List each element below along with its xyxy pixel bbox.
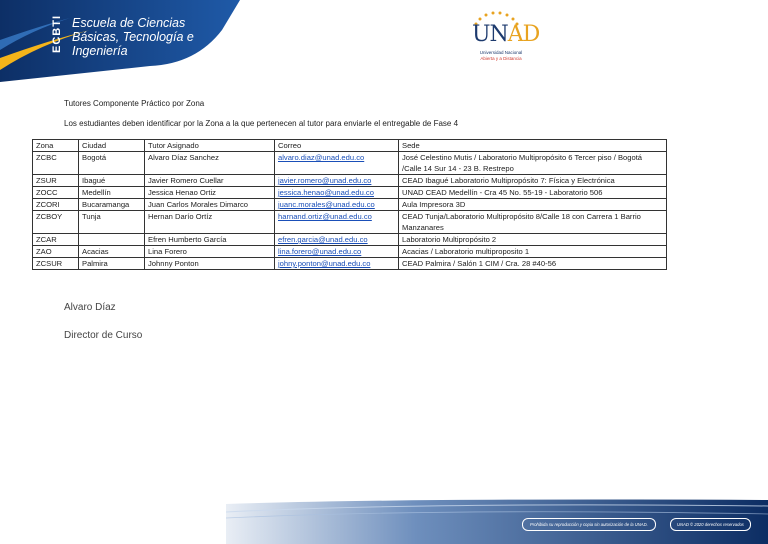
cell-sede: Acacias / Laboratorio multiproposito 1 [399,246,667,258]
table-row [33,175,667,187]
cell-zona: ZCBOY [33,211,79,234]
cell-zona: ZSUR [33,175,79,187]
cell-tutor: Jessica Henao Ortiz [145,187,275,199]
logo-line-2: Abierta y a Distancia [480,56,522,61]
cell-zona: ZCBC [33,152,79,175]
cell-tutor: Javier Romero Cuellar [145,175,275,187]
document-heading: Tutores Componente Práctico por Zona [64,99,205,108]
cell-sede: Aula Impresora 3D [399,199,667,211]
cell-ciudad: Bucaramanga [79,199,145,211]
cell-zona: ZCAR [33,234,79,246]
table-row [33,211,667,234]
footer-copyright: UNAD © 2020 derechos reservados [670,518,751,531]
cell-tutor: Alvaro Díaz Sanchez [145,152,275,175]
cell-ciudad: Tunja [79,211,145,234]
cell-zona: ZAO [33,246,79,258]
cell-ciudad: Bogotá [79,152,145,175]
cell-sede: UNAD CEAD Medellín - Cra 45 No. 55-19 - Laboratorio 506 [399,187,667,199]
column-header-sede: Sede [399,140,667,152]
school-name [72,16,194,58]
column-header-tutor: Tutor Asignado [145,140,275,152]
table-row [33,258,667,270]
school-name-line: Ingeniería [72,44,128,58]
cell-tutor: Johnny Ponton [145,258,275,270]
table-header-row [33,140,667,152]
cell-zona: ZOCC [33,187,79,199]
table-row [33,187,667,199]
table-row [33,246,667,258]
email-link[interactable]: alvaro.diaz@unad.edu.co [275,152,399,175]
header-banner [0,0,240,82]
email-link[interactable]: jessica.henao@unad.edu.co [275,187,399,199]
footer-notice: Prohibida su reproducción y copia sin autorización de la UNAD. [522,518,656,531]
footer-band [226,498,768,544]
email-link[interactable]: efren.garcia@unad.edu.co [275,234,399,246]
cell-ciudad: Medellín [79,187,145,199]
email-link[interactable]: harnand.ortiz@unad.edu.co [275,211,399,234]
column-header-zona: Zona [33,140,79,152]
column-header-ciudad: Ciudad [79,140,145,152]
signer-role: Director de Curso [64,330,143,341]
cell-tutor: Hernan Darío Ortíz [145,211,275,234]
unad-logo [458,10,538,66]
cell-sede: CEAD Ibagué Laboratorio Multipropósito 7: Física y Electrónica [399,175,667,187]
cell-tutor: Juan Carlos Morales Dimarco [145,199,275,211]
cell-sede: José Celestino Mutis / Laboratorio Multipropósito 6 Tercer piso / Bogotá /Calle 14 Sur 14 - 23 B. Restrepo [399,152,667,175]
ecbti-label: ECBTI [51,15,63,53]
signer-name: Alvaro Díaz [64,302,116,313]
cell-zona: ZCORI [33,199,79,211]
document-instruction: Los estudiantes deben identificar por la Zona a la que pertenecen al tutor para enviarle el entregable de Fase 4 [64,119,459,128]
email-link[interactable]: johny.ponton@unad.edu.co [275,258,399,270]
cell-tutor: Lina Forero [145,246,275,258]
email-link[interactable]: lina.forero@unad.edu.co [275,246,399,258]
table-row [33,199,667,211]
cell-sede: CEAD Palmira / Salón 1 CIM / Cra. 28 #40-56 [399,258,667,270]
cell-zona: ZCSUR [33,258,79,270]
logo-line-1: Universidad Nacional [479,50,523,55]
cell-ciudad [79,234,145,246]
column-header-correo: Correo [275,140,399,152]
cell-ciudad: Acacias [79,246,145,258]
email-link[interactable]: javier.romero@unad.edu.co [275,175,399,187]
cell-ciudad: Palmira [79,258,145,270]
cell-tutor: Efren Humberto García [145,234,275,246]
cell-ciudad: Ibagué [79,175,145,187]
cell-sede: Laboratorio Multipropósito 2 [399,234,667,246]
table-row [33,234,667,246]
email-link[interactable]: juanc.morales@unad.edu.co [275,199,399,211]
school-name-line: Básicas, Tecnología e [72,30,194,44]
table-row [33,152,667,175]
tutors-table [32,139,667,270]
school-name-line: Escuela de Ciencias [72,16,186,30]
cell-sede: CEAD Tunja/Laboratorio Multipropósito 8/Calle 18 con Carrera 1 Barrio Manzanares [399,211,667,234]
logo-wordmark: UNAD [472,22,540,47]
